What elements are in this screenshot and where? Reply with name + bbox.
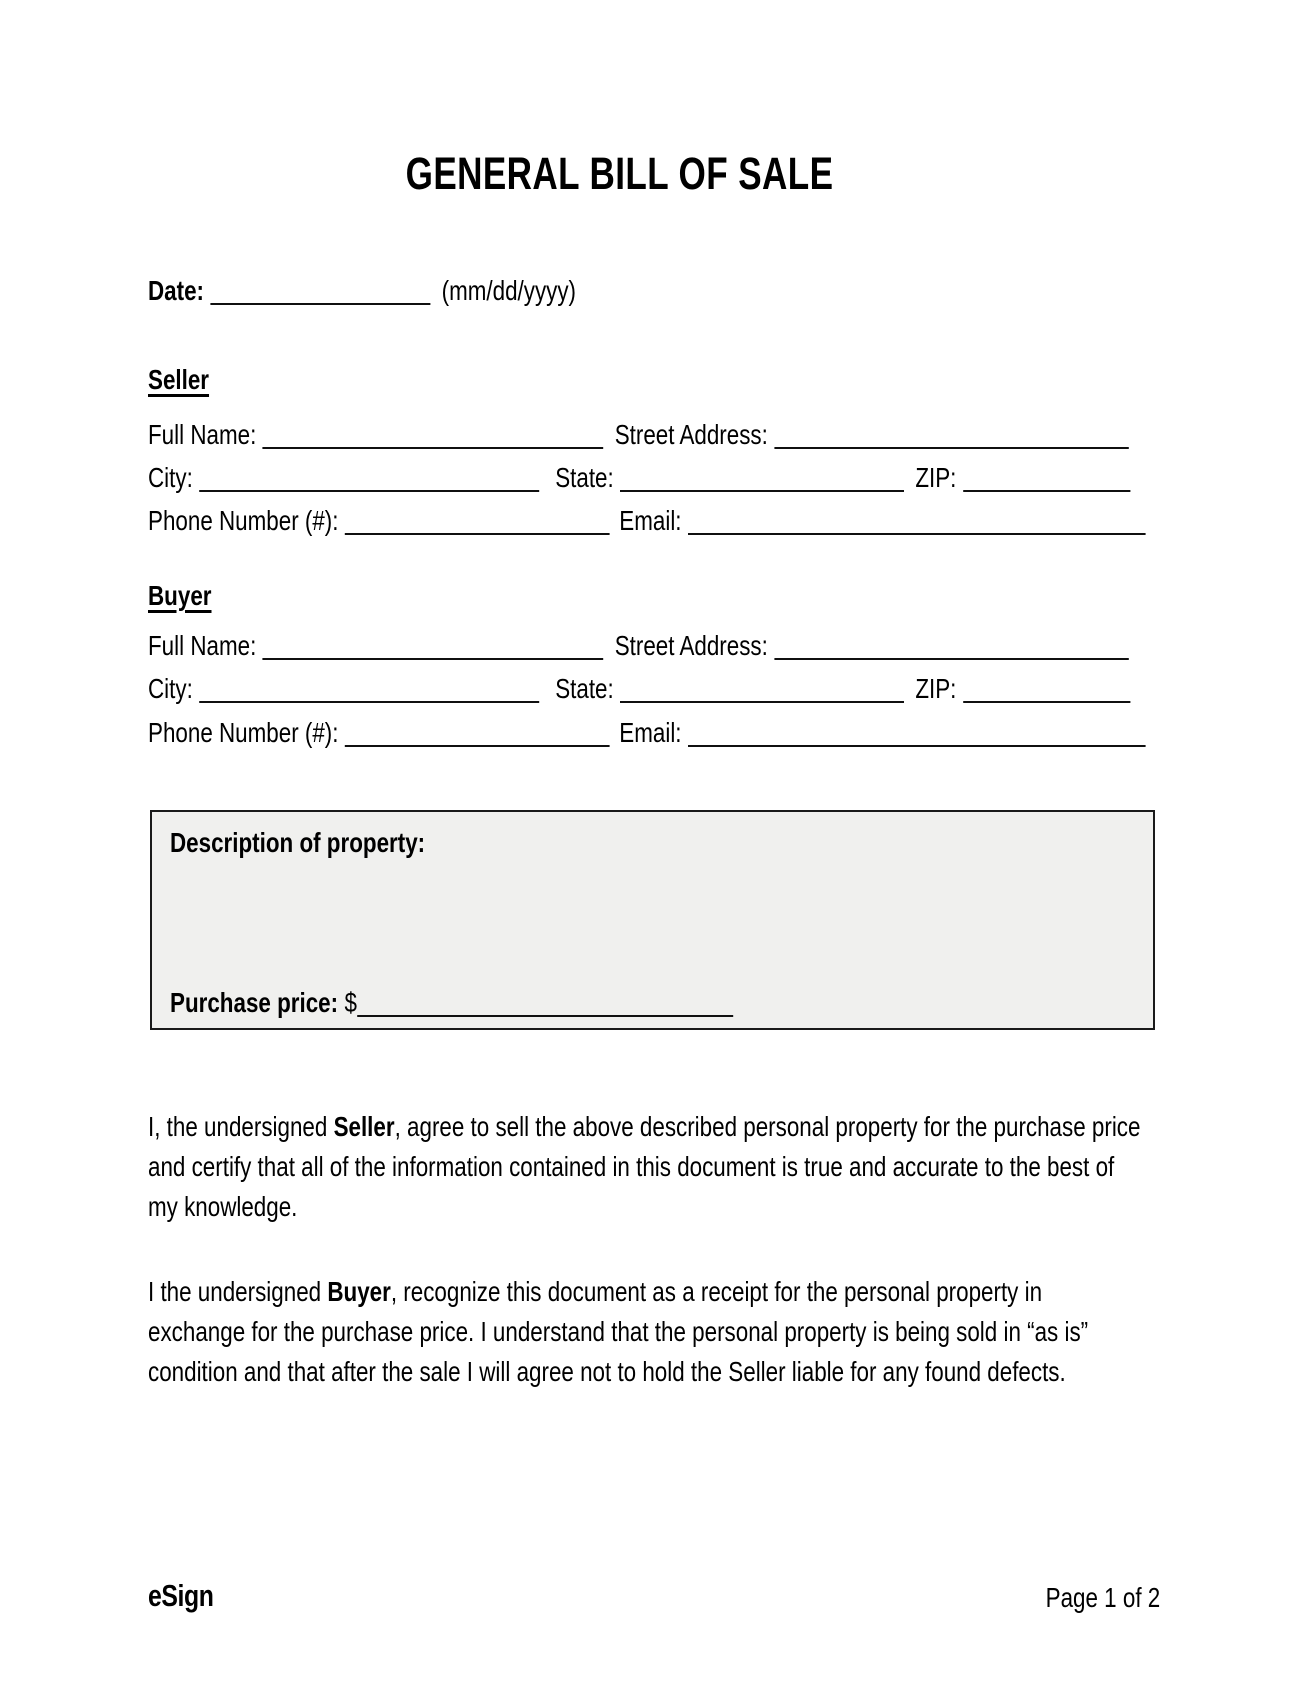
date-row [148,275,576,307]
seller-phone-label: Phone Number (#): [148,505,339,536]
seller-clause-post: , agree to sell the above described personal property for the purchase price and certify that all of the information contained in this document is true and accurate to the best of my knowledge. [148,1111,1141,1222]
buyer-clause-post: , recognize this document as a receipt for the personal property in exchange for the purchase price. I understand that the personal property is being sold in “as is” condition and that after the sale I will agree not to hold the Seller liable for any found defects. [148,1276,1089,1387]
purchase-price-blank[interactable] [357,1015,733,1017]
buyer-email-label: Email: [619,717,682,748]
date-format-hint: (mm/dd/yyyy) [441,275,577,306]
seller-zip-label: ZIP: [915,462,957,493]
seller-clause-paragraph [148,1107,1143,1227]
seller-clause-emphasis: Seller [333,1111,395,1142]
buyer-full-name-blank[interactable] [263,658,604,660]
buyer-clause-paragraph [148,1272,1143,1392]
buyer-state-blank[interactable] [620,701,904,703]
purchase-price-row [170,987,733,1019]
buyer-clause-pre: I the undersigned [148,1276,328,1307]
seller-full-name-label: Full Name: [148,419,257,450]
document-title: GENERAL BILL OF SALE [405,148,834,199]
page-indicator: Page 1 of 2 [1045,1582,1160,1613]
buyer-name-address-row [148,630,1129,662]
buyer-zip-label: ZIP: [915,673,957,704]
seller-street-address-blank[interactable] [774,447,1128,449]
seller-state-label: State: [555,462,614,493]
purchase-price-label: Purchase price: [170,987,339,1018]
buyer-city-blank[interactable] [199,701,539,703]
seller-clause-pre: I, the undersigned [148,1111,334,1142]
buyer-email-blank[interactable] [688,745,1146,747]
buyer-clause-emphasis: Buyer [327,1276,391,1307]
description-label: Description of property: [170,827,426,858]
seller-phone-email-row [148,505,1146,537]
esign-logo: eSign [148,1578,214,1613]
buyer-state-label: State: [555,673,614,704]
currency-symbol: $ [344,987,357,1018]
buyer-street-address-label: Street Address: [614,630,768,661]
buyer-full-name-label: Full Name: [148,630,257,661]
seller-state-blank[interactable] [620,490,904,492]
buyer-city-label: City: [148,673,193,704]
date-label: Date: [148,275,205,306]
buyer-phone-email-row [148,717,1146,749]
description-blank-area[interactable] [156,868,1146,978]
buyer-phone-blank[interactable] [345,745,610,747]
buyer-street-address-blank[interactable] [774,658,1128,660]
buyer-city-state-zip-row [148,673,1130,705]
seller-city-blank[interactable] [199,490,539,492]
seller-full-name-blank[interactable] [263,447,604,449]
seller-zip-blank[interactable] [963,490,1130,492]
seller-city-label: City: [148,462,193,493]
buyer-zip-blank[interactable] [963,701,1130,703]
seller-phone-blank[interactable] [345,533,610,535]
buyer-heading: Buyer [148,580,212,611]
seller-email-blank[interactable] [688,533,1146,535]
seller-street-address-label: Street Address: [614,419,768,450]
buyer-phone-label: Phone Number (#): [148,717,339,748]
seller-heading: Seller [148,364,210,395]
seller-city-state-zip-row [148,462,1130,494]
seller-name-address-row [148,419,1129,451]
seller-email-label: Email: [619,505,682,536]
property-description-box [150,810,1155,1030]
date-blank[interactable] [210,303,430,305]
